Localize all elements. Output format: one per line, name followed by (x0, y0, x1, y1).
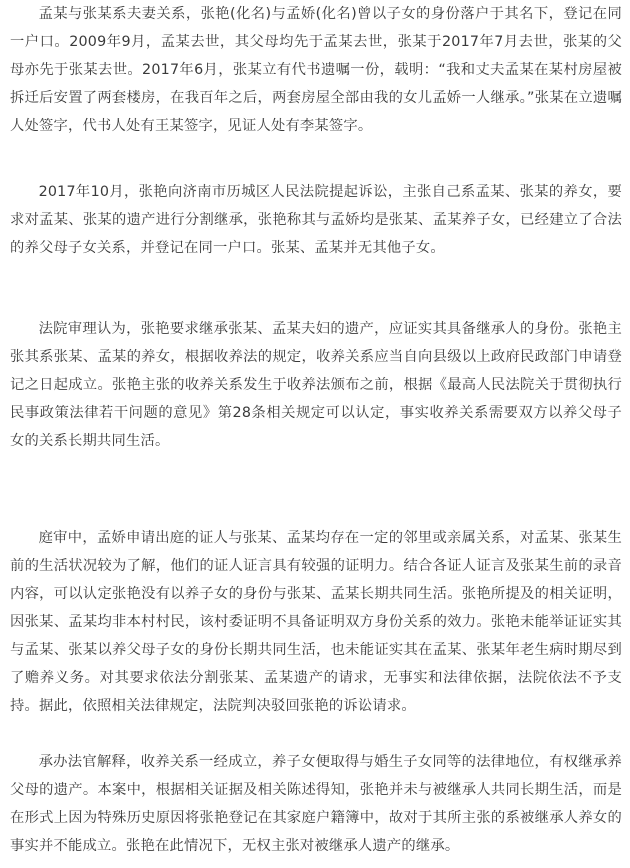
paragraph-judge-explanation: 承办法官解释，收养关系一经成立，养子女便取得与婚生子女同等的法律地位，有权继承养父母的遗产。本案中，根据相关证据及相关陈述得知，张艳并未与被继承人共同长期生活，而是在形式上因为特殊历史原因将张艳登记在其家庭户籍簿中，故对于其所主张的系被继承人养女的事实并不能成立。张艳在此情况下，无权主张对被继承人遗产的继承。 (10, 754, 622, 854)
paragraph-court-reasoning: 法院审理认为，张艳要求继承张某、孟某夫妇的遗产，应证实其具备继承人的身份。张艳主张其系张某、孟某的养女，根据收养法的规定，收养关系应当自向县级以上政府民政部门申请登记之日起成立。张艳主张的收养关系发生于收养法颁布之前，根据《最高人民法院关于贯彻执行民事政策法律若干问题的意见》第28条相关规定可以认定，事实收养关系需要双方以养父母子女的关系长期共同生活。 (10, 321, 622, 449)
paragraph-background: 孟某与张某系夫妻关系，张艳(化名)与孟娇(化名)曾以子女的身份落户于其名下，登记在同一户口。2009年9月，孟某去世，其父母均先于孟某去世，张某于2017年7月去世，张某的父母亦先于张某去世。2017年6月，张某立有代书遗嘱一份，载明：“我和丈夫孟某在某村房屋被拆迁后安置了两套楼房，在我百年之后，两套房屋全部由我的女儿孟娇一人继承。”张某在立遗嘱人处签字，代书人处有王某签字，见证人处有李某签字。 (10, 6, 622, 134)
paragraph-lawsuit: 2017年10月，张艳向济南市历城区人民法院提起诉讼，主张自己系孟某、张某的养女，要求对孟某、张某的遗产进行分割继承，张艳称其与孟娇均是张某、孟某养子女，已经建立了合法的养父母子女关系，并登记在同一户口。张某、孟某并无其他子女。 (10, 184, 622, 256)
paragraph-trial-findings: 庭审中，孟娇申请出庭的证人与张某、孟某均存在一定的邻里或亲属关系，对孟某、张某生前的生活状况较为了解，他们的证人证言具有较强的证明力。结合各证人证言及张某生前的录音内容，可以认定张艳没有以养子女的身份与张某、孟某长期共同生活。张艳所提及的相关证明，因张某、孟某均非本村村民，该村委证明不具备证明双方身份关系的效力。张艳未能举证证实其与孟某、张某以养父母子女的身份长期共同生活，也未能证实其在孟某、张某年老生病时期尽到了赡养义务。对其要求依法分割张某、孟某遗产的请求，无事实和法律依据，法院依法不予支持。据此，依照相关法律规定，法院判决驳回张艳的诉讼请求。 (10, 530, 622, 714)
